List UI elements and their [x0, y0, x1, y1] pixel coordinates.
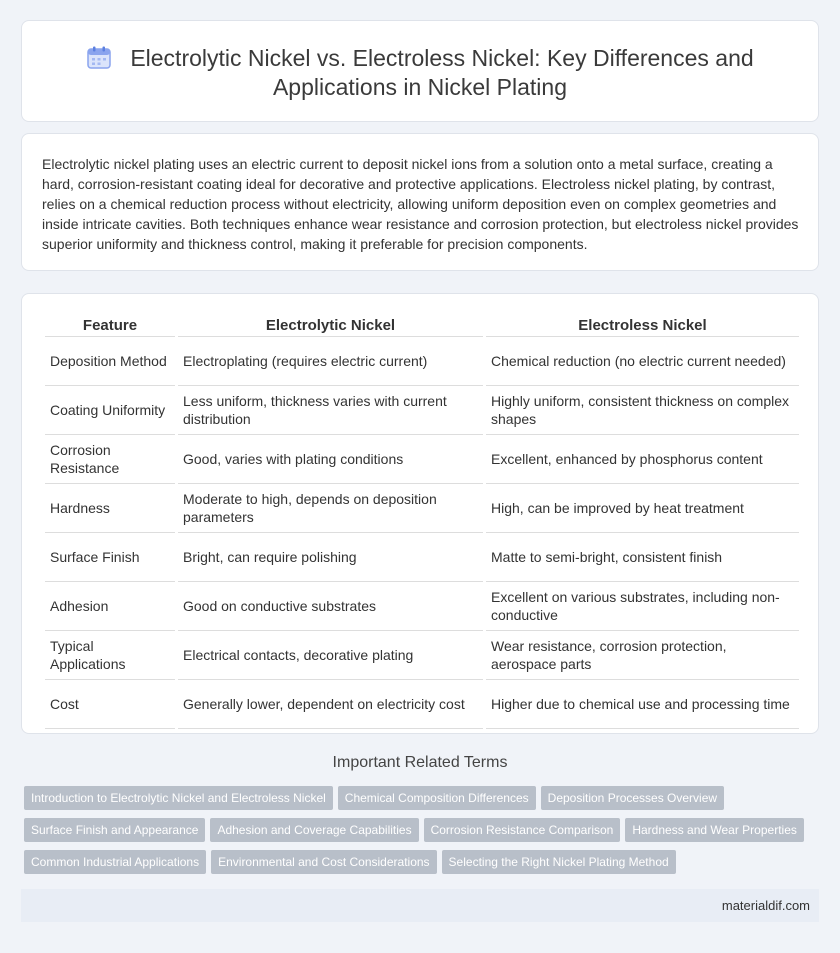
calendar-icon [86, 46, 112, 70]
table-row [45, 631, 799, 680]
header-feature: Feature [45, 314, 175, 337]
electrolytic-cell: Good on conductive substrates [178, 582, 483, 631]
feature-cell: Deposition Method [45, 337, 175, 386]
electroless-cell: Highly uniform, consistent thickness on complex shapes [486, 386, 799, 435]
title-text: Electrolytic Nickel vs. Electroless Nickel: Key Differences and Applications in Nickel Plating [130, 45, 754, 100]
feature-cell: Coating Uniformity [45, 386, 175, 435]
table-row [45, 337, 799, 386]
table-row [45, 680, 799, 729]
related-term-tag[interactable]: Introduction to Electrolytic Nickel and Electroless Nickel [24, 786, 333, 810]
electrolytic-cell: Generally lower, dependent on electricity cost [178, 680, 483, 729]
electroless-cell: Excellent, enhanced by phosphorus content [486, 435, 799, 484]
related-term-tag[interactable]: Common Industrial Applications [24, 850, 206, 874]
feature-cell: Surface Finish [45, 533, 175, 582]
related-terms-heading: Important Related Terms [332, 754, 508, 771]
feature-cell: Adhesion [45, 582, 175, 631]
electroless-cell: Chemical reduction (no electric current needed) [486, 337, 799, 386]
related-term-tag[interactable]: Deposition Processes Overview [541, 786, 724, 810]
related-term-tag[interactable]: Selecting the Right Nickel Plating Method [442, 850, 676, 874]
table-header-row [45, 314, 799, 337]
footer-site-link[interactable]: materialdif.com [721, 898, 810, 913]
feature-cell: Corrosion Resistance [45, 435, 175, 484]
related-term-tag[interactable]: Corrosion Resistance Comparison [424, 818, 621, 842]
electrolytic-cell: Good, varies with plating conditions [178, 435, 483, 484]
header-electrolytic: Electrolytic Nickel [178, 314, 483, 337]
comparison-table [42, 314, 802, 729]
electrolytic-cell: Electrical contacts, decorative plating [178, 631, 483, 680]
table-row [45, 582, 799, 631]
intro-card [21, 133, 819, 271]
table-row [45, 484, 799, 533]
intro-paragraph: Electrolytic nickel plating uses an electric current to deposit nickel ions from a solution onto a metal surface, creating a hard, corrosion-resistant coating ideal for decorative and protective applications. Electroless nickel plating, by contrast, relies on a chemical reduction process without electricity, allowing uniform deposition even on complex geometries and inside intricate cavities. Both techniques enhance wear resistance and corrosion protection, but electroless nickel provides superior uniformity and thickness control, making it preferable for precision components. [42, 156, 799, 252]
related-term-tag[interactable]: Surface Finish and Appearance [24, 818, 205, 842]
related-term-tag[interactable]: Chemical Composition Differences [338, 786, 536, 810]
electroless-cell: Excellent on various substrates, including non-conductive [486, 582, 799, 631]
electroless-cell: Higher due to chemical use and processing time [486, 680, 799, 729]
feature-cell: Hardness [45, 484, 175, 533]
feature-cell: Cost [45, 680, 175, 729]
electroless-cell: High, can be improved by heat treatment [486, 484, 799, 533]
electrolytic-cell: Electroplating (requires electric current) [178, 337, 483, 386]
electrolytic-cell: Moderate to high, depends on deposition parameters [178, 484, 483, 533]
title-card [21, 20, 819, 122]
electroless-cell: Matte to semi-bright, consistent finish [486, 533, 799, 582]
related-term-tag[interactable]: Hardness and Wear Properties [625, 818, 804, 842]
table-row [45, 386, 799, 435]
comparison-table-card [21, 293, 819, 734]
footer [21, 889, 819, 922]
feature-cell: Typical Applications [45, 631, 175, 680]
table-row [45, 533, 799, 582]
electroless-cell: Wear resistance, corrosion protection, aerospace parts [486, 631, 799, 680]
header-electroless: Electroless Nickel [486, 314, 799, 337]
electrolytic-cell: Bright, can require polishing [178, 533, 483, 582]
related-term-tag[interactable]: Environmental and Cost Considerations [211, 850, 436, 874]
table-row [45, 435, 799, 484]
related-terms-list [24, 786, 824, 882]
related-term-tag[interactable]: Adhesion and Coverage Capabilities [210, 818, 418, 842]
page-title [62, 44, 778, 102]
electrolytic-cell: Less uniform, thickness varies with current distribution [178, 386, 483, 435]
